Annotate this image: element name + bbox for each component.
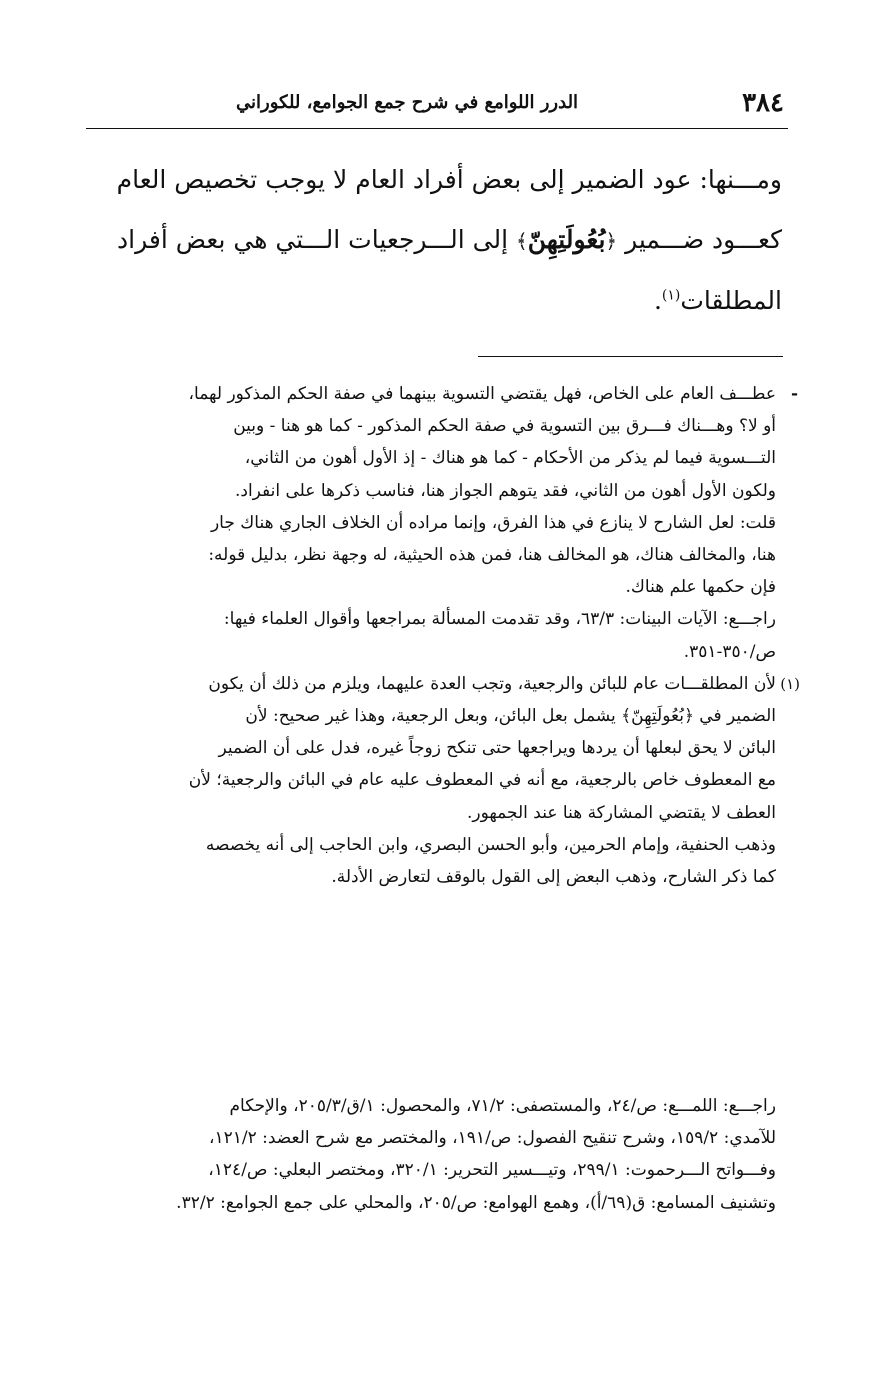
footnote-line: العطف لا يقتضي المشاركة هنا عند الجمهور.: [466, 802, 776, 823]
ornate-bracket-open-icon: ﴿: [605, 229, 618, 253]
header-rule: [86, 128, 788, 129]
footnote-paragraph: [66, 507, 776, 604]
footnote-line: فإن حكمها علم هناك.: [625, 577, 776, 598]
footnotes-continuation: [66, 378, 800, 893]
footnote-line: وتشنيف المسامع: ق(٦٩/أ)، وهمع الهوامع: ص/٢٠٥، والمحلي على جمع الجوامع: ٣٢/٢.: [176, 1192, 776, 1213]
footnote-paragraph: [66, 378, 798, 507]
main-line: كعـــود ضـــمير ﴿بُعُولَتِهِنّ﴾ إلى الـــرجعيات الـــتي هي بعض أفراد: [117, 225, 782, 254]
footnote-line: وذهب الحنفية، وإمام الحرمين، وأبو الحسن البصري، وابن الحاجب إلى أنه يخصصه: [205, 834, 776, 855]
footnote-references: [66, 1090, 776, 1219]
footnote-line: التـــسوية فيما لم يذكر من الأحكام - كما هو هناك - إذ الأول أهون من الثاني،: [244, 448, 776, 469]
continuation-dash: -: [790, 384, 798, 404]
quran-word: بُعُولَتِهِنّ: [527, 225, 606, 254]
main-line: المطلقات$^{(١)}$.: [653, 286, 782, 315]
footnote-ref: (١): [661, 287, 681, 304]
footnote-line: أو لا؟ وهـــناك فـــرق بين التسوية في صفة الحكم المذكور - كما هو هنا - وبين: [233, 416, 776, 437]
footnote-line: البائن لا يحق لبعلها أن يردها ويراجعها حتى تنكح زوجاً غيره، فدل على أن الضمير: [218, 738, 776, 759]
footnote-paragraph: [66, 603, 776, 667]
page-header: [86, 88, 786, 122]
running-title: الدرر اللوامع في شرح جمع الجوامع، للكوراني: [236, 92, 579, 113]
main-text: [70, 150, 782, 331]
main-line: ومـــنها: عود الضمير إلى بعض أفراد العام لا يوجب تخصيص العام: [116, 165, 782, 194]
footnote-1: [66, 668, 800, 829]
footnote-line: راجـــع: اللمـــع: ص/٢٤، والمستصفى: ٧١/٢، والمحصول: ١/ق/٢٠٥/٣، والإحكام: [229, 1096, 776, 1116]
footnote-line: ولكون الأول أهون من الثاني، فقد يتوهم الجواز هنا، فناسب ذكرها على انفراد.: [234, 480, 776, 501]
footnote-line: وفـــواتح الـــرحموت: ٢٩٩/١، وتيـــسير التحرير: ٣٢٠/١، ومختصر البعلي: ص/١٢٤،: [208, 1160, 776, 1181]
footnote-line: لأن المطلقـــات عام للبائن والرجعية، وتجب العدة عليهما، ويلزم من ذلك أن يكون: [208, 673, 776, 694]
footnote-paragraph: [66, 829, 776, 893]
footnote-line: هنا، والمخالف هناك، هو المخالف هنا، فمن هذه الحيثية، له وجهة نظر، بدليل قوله:: [208, 545, 776, 566]
footnote-line: ص/٣٥٠-٣٥١.: [683, 641, 776, 662]
ornate-bracket-close-icon: ﴾: [516, 229, 528, 253]
footnote-line: كما ذكر الشارح، وذهب البعض إلى القول بالوقف لتعارض الأدلة.: [331, 867, 776, 888]
footnote-marker: (١): [780, 674, 800, 693]
footnote-line: للآمدي: ١٥٩/٢، وشرح تنقيح الفصول: ص/١٩١، والمختصر مع شرح العضد: ١٢١/٢،: [208, 1128, 776, 1149]
footnote-line: راجـــع: الآيات البينات: ٦٣/٣، وقد تقدمت المسألة بمراجعها وأقوال العلماء فيها:: [223, 609, 776, 630]
footnote-line: عطـــف العام على الخاص، فهل يقتضي التسوية بينهما في صفة الحكم المذكور لهما،: [188, 384, 776, 404]
footnote-line: الضمير في ﴿بُعُولَتِهِنّ﴾ يشمل بعل البائن، وبعل الرجعية، وهذا غير صحيح: لأن: [245, 706, 776, 727]
footnote-line: مع المعطوف خاص بالرجعية، مع أنه في المعطوف عليه عام في البائن والرجعية؛ لأن: [188, 770, 776, 791]
page-number: ٣٨٤: [742, 88, 784, 118]
footnote-line: قلت: لعل الشارح لا ينازع في هذا الفرق، وإنما مراده أن الخلاف الجاري هناك جار: [210, 512, 776, 533]
footnote-separator: [478, 356, 783, 357]
